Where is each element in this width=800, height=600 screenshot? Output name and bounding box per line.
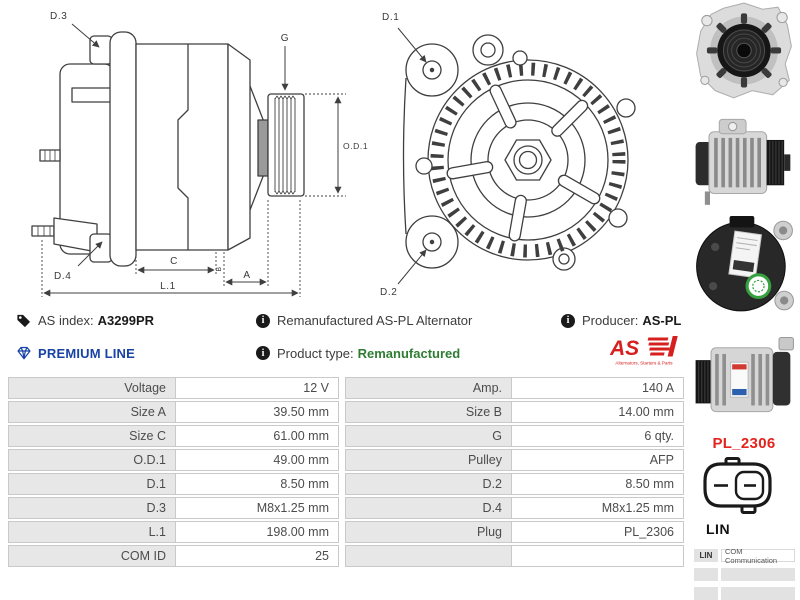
dim-label-d1: D.1 bbox=[382, 12, 400, 23]
spec-label: Size B bbox=[345, 401, 512, 423]
com-communication-table bbox=[690, 546, 798, 600]
table-row bbox=[8, 545, 686, 567]
dim-label-d2: D.2 bbox=[380, 287, 398, 298]
premium-line-label: PREMIUM LINE bbox=[38, 345, 136, 361]
spec-value: 140 A bbox=[511, 377, 684, 399]
producer-label: Producer: bbox=[582, 313, 639, 328]
spec-label: Size A bbox=[8, 401, 176, 423]
spec-label: Pulley bbox=[345, 449, 512, 471]
info-icon: i bbox=[256, 346, 270, 360]
spec-value: 6 qty. bbox=[511, 425, 684, 447]
alternator-front-view-diagram bbox=[368, 0, 668, 300]
dim-label-d3: D.3 bbox=[50, 11, 68, 22]
info-icon: i bbox=[256, 314, 270, 328]
producer bbox=[561, 313, 688, 328]
spec-value: PL_2306 bbox=[511, 521, 684, 543]
right-column bbox=[690, 0, 798, 576]
product-photo-side-pulley-left[interactable] bbox=[691, 321, 797, 424]
product-type-value: Remanufactured bbox=[357, 345, 461, 361]
plug-connector-diagram bbox=[690, 457, 798, 519]
producer-value: AS-PL bbox=[642, 313, 682, 328]
dim-label-g: G bbox=[280, 33, 290, 44]
info-icon: i bbox=[561, 314, 575, 328]
spec-label: O.D.1 bbox=[8, 449, 176, 471]
alternator-side-view-diagram bbox=[2, 2, 368, 300]
spec-label: D.4 bbox=[345, 497, 512, 519]
table-row bbox=[8, 377, 686, 399]
spec-value: 49.00 mm bbox=[175, 449, 339, 471]
spec-label: COM ID bbox=[8, 545, 176, 567]
logo-text: AS bbox=[610, 337, 640, 360]
spec-label bbox=[345, 545, 512, 567]
spec-value: 14.00 mm bbox=[511, 401, 684, 423]
table-row bbox=[8, 521, 686, 543]
as-index-label: AS index: bbox=[38, 313, 94, 328]
table-row bbox=[8, 497, 686, 519]
product-photo-rear[interactable] bbox=[691, 214, 797, 317]
com-table-header bbox=[694, 546, 795, 565]
spec-label: G bbox=[345, 425, 512, 447]
com-table-row bbox=[694, 587, 795, 600]
dim-label-a: A bbox=[243, 270, 251, 281]
logo-tagline: Alternators, Starters & Parts bbox=[615, 360, 673, 366]
spec-label: Amp. bbox=[345, 377, 512, 399]
spec-label: D.2 bbox=[345, 473, 512, 495]
as-index bbox=[16, 313, 256, 328]
com-col-communication: COM Communication bbox=[721, 549, 795, 562]
dim-label-od1: O.D.1 bbox=[343, 141, 369, 151]
plug-type-label: LIN bbox=[706, 521, 731, 537]
spec-value: M8x1.25 mm bbox=[511, 497, 684, 519]
table-row bbox=[8, 473, 686, 495]
product-type-label: Product type: bbox=[277, 345, 354, 361]
com-table-row bbox=[694, 568, 795, 581]
product-photo-side[interactable] bbox=[691, 107, 797, 210]
dim-label-b: B bbox=[216, 266, 223, 272]
spec-value: 12 V bbox=[175, 377, 339, 399]
spec-value: 61.00 mm bbox=[175, 425, 339, 447]
table-row bbox=[8, 401, 686, 423]
description-text: Remanufactured AS-PL Alternator bbox=[277, 313, 473, 328]
product-type bbox=[256, 339, 561, 367]
tag-icon bbox=[16, 313, 31, 328]
spec-value: 8.50 mm bbox=[175, 473, 339, 495]
table-row bbox=[8, 425, 686, 447]
product-description bbox=[256, 313, 561, 328]
spec-label: Voltage bbox=[8, 377, 176, 399]
spec-label: L.1 bbox=[8, 521, 176, 543]
technical-drawings bbox=[0, 0, 688, 302]
product-info-bar bbox=[0, 302, 688, 376]
diamond-icon bbox=[16, 346, 32, 360]
dim-label-d4: D.4 bbox=[54, 271, 72, 282]
spec-value bbox=[511, 545, 684, 567]
spec-value: 39.50 mm bbox=[175, 401, 339, 423]
premium-line-badge bbox=[16, 339, 256, 367]
spec-table bbox=[8, 377, 686, 569]
spec-value: M8x1.25 mm bbox=[175, 497, 339, 519]
spec-label: Size C bbox=[8, 425, 176, 447]
spec-value: 25 bbox=[175, 545, 339, 567]
as-index-value: A3299PR bbox=[97, 313, 155, 328]
dim-label-l1: L.1 bbox=[160, 281, 176, 292]
dim-label-c: C bbox=[170, 256, 178, 267]
spec-label: D.3 bbox=[8, 497, 176, 519]
as-pl-logo bbox=[610, 335, 678, 367]
plug-code: PL_2306 bbox=[712, 435, 776, 452]
spec-label: Plug bbox=[345, 521, 512, 543]
com-col-lin: LIN bbox=[694, 549, 718, 562]
spec-value: 198.00 mm bbox=[175, 521, 339, 543]
spec-value: 8.50 mm bbox=[511, 473, 684, 495]
spec-value: AFP bbox=[511, 449, 684, 471]
table-row bbox=[8, 449, 686, 471]
spec-label: D.1 bbox=[8, 473, 176, 495]
product-photo-front[interactable] bbox=[691, 0, 797, 103]
